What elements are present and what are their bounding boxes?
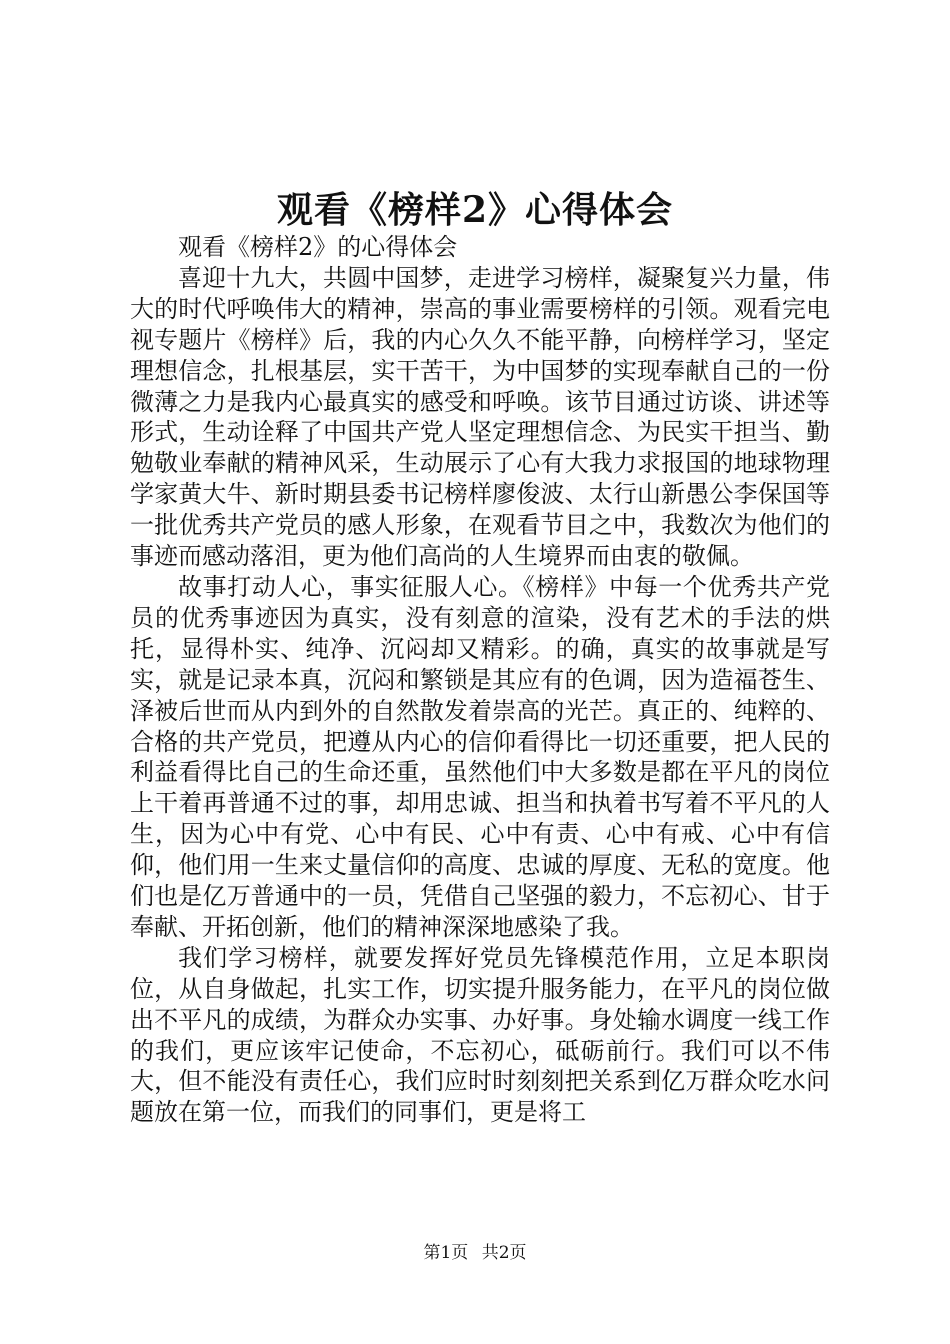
body-paragraph: 故事打动人心，事实征服人心。《榜样》中每一个优秀共产党员的优秀事迹因为真实，没有刻意的渲染，没有艺术的手法的烘托，显得朴实、纯净、沉闷却又精彩。的确，真实的故事就是写实，就是记录本真，沉闷和繁锁是其应有的色调，因为造福苍生、泽被后世而从内到外的自然散发着崇高的光芒。真正的、纯粹的、合格的共产党员，把遵从内心的信仰看得比一切还重要，把人民的利益看得比自己的生命还重，虽然他们中大多数是都在平凡的岗位上干着再普通不过的事，却用忠诚、担当和执着书写着不平凡的人生，因为心中有党、心中有民、心中有责、心中有戒、心中有信仰，他们用一生来丈量信仰的高度、忠诚的厚度、无私的宽度。他们也是亿万普通中的一员，凭借自己坚强的毅力，不忘初心、甘于奉献、开拓创新，他们的精神深深地感染了我。: [130, 572, 830, 941]
page-total: 共2页: [481, 1243, 527, 1263]
body-paragraph: 喜迎十九大，共圆中国梦，走进学习榜样，凝聚复兴力量，伟大的时代呼唤伟大的精神，崇高的事业需要榜样的引领。观看完电视专题片《榜样》后，我的内心久久不能平静，向榜样学习，坚定理想信念，扎根基层，实干苦干，为中国梦的实现奉献自己的一份微薄之力是我内心最真实的感受和呼唤。该节目通过访谈、讲述等形式，生动诠释了中国共产党人坚定理想信念、为民实干担当、勤勉敬业奉献的精神风采，生动展示了心有大我力求报国的地球物理学家黄大牛、新时期县委书记榜样廖俊波、太行山新愚公李保国等一批优秀共产党员的感人形象，在观看节目之中，我数次为他们的事迹而感动落泪，更为他们高尚的人生境界而由衷的敬佩。: [130, 263, 830, 571]
page-number: 第1页: [423, 1243, 469, 1263]
page-footer: [0, 1241, 950, 1265]
document-body: [130, 232, 830, 1128]
document-title: 观看《榜样2》心得体会: [276, 189, 674, 231]
subtitle-paragraph: 观看《榜样2》的心得体会: [178, 233, 458, 261]
body-paragraph: 我们学习榜样，就要发挥好党员先锋模范作用，立足本职岗位，从自身做起，扎实工作，切实提升服务能力，在平凡的岗位做出不平凡的成绩，为群众办实事、办好事。身处输水调度一线工作的我们，更应该牢记使命，不忘初心，砥砺前行。我们可以不伟大，但不能没有责任心，我们应时时刻刻把关系到亿万群众吃水问题放在第一位，而我们的同事们，更是将工: [130, 943, 830, 1127]
